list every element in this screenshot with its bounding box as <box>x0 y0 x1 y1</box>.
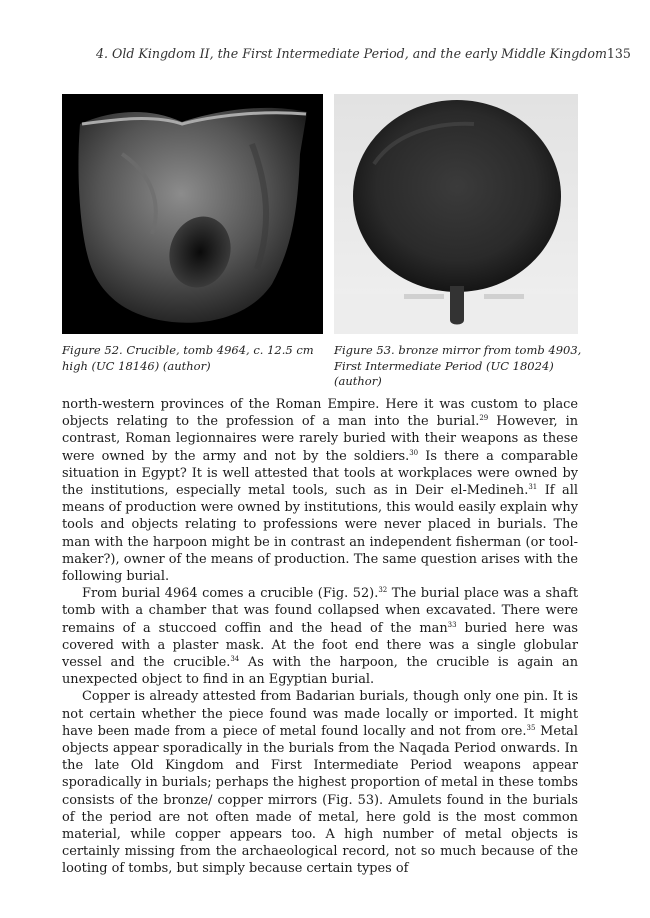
footnote-ref: 35 <box>526 723 536 732</box>
footnote-ref: 31 <box>528 483 538 492</box>
footnote-ref: 34 <box>230 655 240 664</box>
paragraph-1: north-western provinces of the Roman Empire. Here it was custom to place objects relating to the profession of a man into the burial.$^{29}$ However, in contrast, Roman legionnaires were rarely buried with their weapons as these were owned by the army and not by the soldiers.$^{30}$ Is there a comparable situation in Egypt? It is well attested that tools at workplaces were owned by the institutions, especially metal tools, such as in Deir el-Medineh.$^{31}$ If all means of production were owned by institutions, this would easily explain why tools and objects relating to professions were never placed in burials. The man with the harpoon might be in contrast an independent fisherman (or tool-maker?), owner of the means of production. The same question arises with the following burial. <box>62 397 578 585</box>
running-head-title: 4. Old Kingdom II, the First Intermediate Period, and the early Middle Kingdom <box>96 46 607 61</box>
footnote-ref: 29 <box>479 414 489 423</box>
figure-53-caption: Figure 53. bronze mirror from tomb 4903, First Intermediate Period (UC 18024) (author) <box>334 343 582 388</box>
figure-53-mirror-photo <box>334 94 578 334</box>
body-text <box>62 396 578 878</box>
figure-52-caption: Figure 52. Crucible, tomb 4964, c. 12.5 cm high (UC 18146) (author) <box>62 343 314 373</box>
footnote-ref: 32 <box>378 586 388 595</box>
crucible-photo-image <box>62 94 323 334</box>
mirror-photo-image <box>334 94 578 334</box>
paragraph-2: From burial 4964 comes a crucible (Fig. 52).$^{32}$ The burial place was a shaft tomb with a chamber that was found collapsed when excavated. There were remains of a stuccoed coffin and the head of the man$^{33}$ buried here was covered with a plaster mask. At the foot end there was a single globular vessel and the crucible.$^{34}$ As with the harpoon, the crucible is again an unexpected object to find in an Egyptian burial. <box>62 586 578 688</box>
paragraph-3: Copper is already attested from Badarian burials, though only one pin. It is not certain whether the piece found was made locally or imported. It might have been made from a piece of metal found locally and not from ore.$^{35}$ Metal objects appear sporadically in the burials from the Naqada Period onwards. In the late Old Kingdom and First Intermediate Period weapons appear sporadically in burials; perhaps the highest proportion of metal in these tombs consists of the bronze/ copper mirrors (Fig. 53). Amulets found in the burials of the period are not often made of metal, here gold is the most common material, while copper appears too. A high number of metal objects is certainly missing from the archaeological record, not so much because of the looting of tombs, but simply because certain types of <box>62 689 578 877</box>
running-head <box>96 46 631 61</box>
footnote-ref: 30 <box>409 448 419 457</box>
page-number: 135 <box>606 46 631 61</box>
footnote-ref: 33 <box>447 620 457 629</box>
figure-52-crucible-photo <box>62 94 323 334</box>
